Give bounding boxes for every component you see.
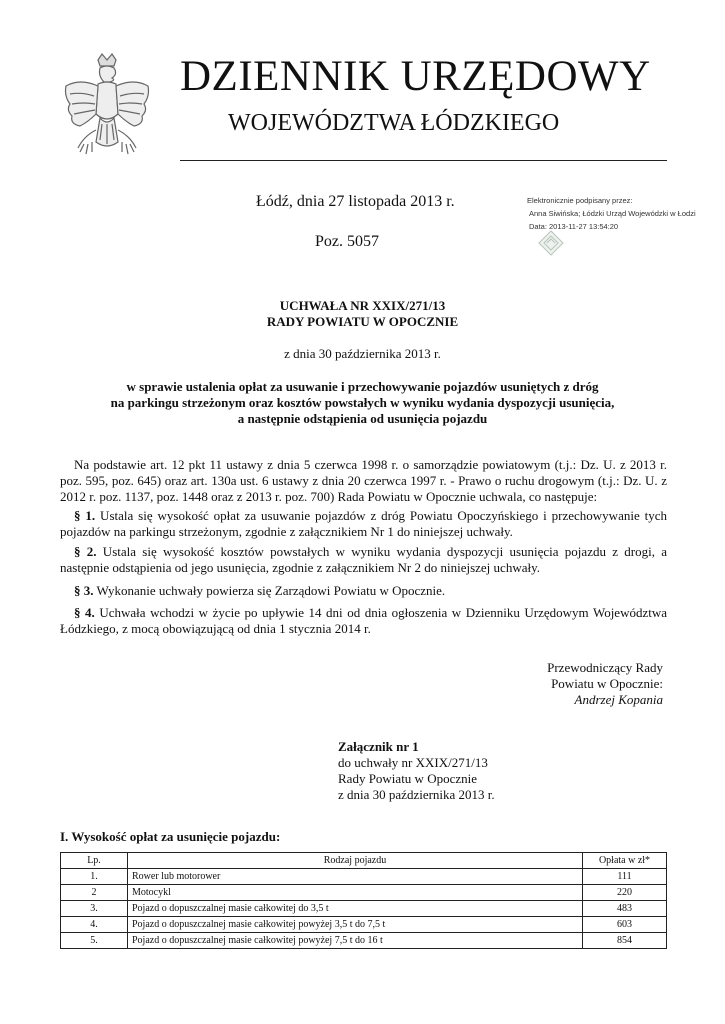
table-cell: 854 bbox=[583, 933, 667, 949]
table-cell: 1. bbox=[61, 869, 128, 885]
table-cell: 4. bbox=[61, 917, 128, 933]
table-cell: Pojazd o dopuszczalnej masie całkowitej do 3,5 t bbox=[128, 901, 583, 917]
legal-basis-paragraph: Na podstawie art. 12 pkt 11 ustawy z dnia 5 czerwca 1998 r. o samorządzie powiatowym (t.j.: Dz. U. z 2013 r. poz. 595, poz. 645) oraz art. 130a ust. 6 ustawy z dnia 20 czerwca 1997 r. - Prawo o ruchu drogowym (t.j.: Dz. U. z 2012 r. poz. 1137, poz. 1448 oraz z 2013 r. poz. 700) Rada Powiatu w Opocznie uchwala, co następuje: bbox=[60, 457, 667, 504]
table-row bbox=[61, 885, 667, 901]
signer-role: Przewodniczący Rady bbox=[547, 660, 663, 675]
annex-header bbox=[338, 739, 495, 803]
signature-signer: Anna Siwińska; Łódzki Urząd Wojewódzki w Łodzi bbox=[529, 209, 696, 218]
table-cell: 603 bbox=[583, 917, 667, 933]
signature-label: Elektronicznie podpisany przez: bbox=[527, 196, 633, 205]
resolution-title bbox=[0, 298, 725, 330]
signer-block bbox=[440, 660, 663, 708]
table-cell: Rower lub motorower bbox=[128, 869, 583, 885]
resolution-number: UCHWAŁA NR XXIX/271/13 bbox=[279, 298, 446, 313]
subject-line: w sprawie ustalenia opłat za usuwanie i przechowywanie pojazdów usuniętych z dróg bbox=[126, 379, 599, 394]
column-header: Rodzaj pojazdu bbox=[128, 853, 583, 869]
publication-date: Łódź, dnia 27 listopada 2013 r. bbox=[256, 193, 455, 210]
table-cell: 111 bbox=[583, 869, 667, 885]
table-cell: 2 bbox=[61, 885, 128, 901]
table-cell: Pojazd o dopuszczalnej masie całkowitej powyżej 3,5 t do 7,5 t bbox=[128, 917, 583, 933]
table-cell: 3. bbox=[61, 901, 128, 917]
annex-title: Załącznik nr 1 bbox=[338, 739, 419, 754]
table-cell: 483 bbox=[583, 901, 667, 917]
gazette-title: DZIENNIK URZĘDOWY bbox=[180, 53, 651, 100]
section-4-label: § 4. bbox=[74, 605, 95, 620]
annex-line: z dnia 30 października 2013 r. bbox=[338, 787, 495, 802]
column-header: Opłata w zł* bbox=[583, 853, 667, 869]
subject-line: na parkingu strzeżonym oraz kosztów powstałych w wyniku wydania dyspozycji usunięcia, bbox=[110, 395, 615, 410]
table-cell: Pojazd o dopuszczalnej masie całkowitej powyżej 7,5 t do 16 t bbox=[128, 933, 583, 949]
section-2-paragraph bbox=[60, 544, 667, 576]
table-cell: 220 bbox=[583, 885, 667, 901]
section-2-text: Ustala się wysokość kosztów powstałych w wyniku wydania dyspozycji usunięcia pojazdu z drogi, a następnie odstąpienia od jego usunięcia, zgodnie z załącznikiem Nr 2 do niniejszej uchwały. bbox=[60, 544, 668, 575]
resolution-date: z dnia 30 października 2013 r. bbox=[284, 346, 441, 361]
subject-line: a następnie odstąpienia od usunięcia pojazdu bbox=[237, 411, 488, 426]
section-1-label: § 1. bbox=[74, 508, 96, 523]
section-3-label: § 3. bbox=[74, 583, 94, 598]
section-3-paragraph bbox=[60, 583, 667, 599]
signer-role: Powiatu w Opocznie: bbox=[551, 676, 663, 691]
section-title: I. Wysokość opłat za usunięcie pojazdu: bbox=[60, 829, 281, 844]
table-header-row bbox=[61, 853, 667, 869]
eagle-emblem-icon bbox=[60, 52, 155, 170]
section-4-paragraph bbox=[60, 605, 667, 637]
column-header: Lp. bbox=[61, 853, 128, 869]
table-row bbox=[61, 917, 667, 933]
signature-seal-icon bbox=[537, 229, 565, 257]
electronic-signature bbox=[527, 196, 697, 258]
table-row bbox=[61, 869, 667, 885]
section-1-text: Ustala się wysokość opłat za usuwanie pojazdów z dróg Powiatu Opoczyńskiego i przechowywanie tych pojazdów na parkingu strzeżonym, zgodnie z załącznikiem Nr 1 do niniejszej uchwały. bbox=[60, 508, 667, 539]
position-number: Poz. 5057 bbox=[315, 233, 379, 250]
table-cell: 5. bbox=[61, 933, 128, 949]
section-2-label: § 2. bbox=[74, 544, 97, 559]
annex-line: do uchwały nr XXIX/271/13 bbox=[338, 755, 488, 770]
section-4-text: Uchwała wchodzi w życie po upływie 14 dni od dnia ogłoszenia w Dzienniku Urzędowym Województwa Łódzkiego, z mocą obowiązującą od dnia 1 stycznia 2014 r. bbox=[60, 605, 668, 636]
resolution-issuer: RADY POWIATU W OPOCZNIE bbox=[266, 314, 459, 329]
signature-date: Data: 2013-11-27 13:54:20 bbox=[529, 222, 619, 231]
section-1-paragraph bbox=[60, 508, 667, 540]
fee-table bbox=[60, 852, 667, 949]
header-divider bbox=[180, 160, 667, 161]
signer-name: Andrzej Kopania bbox=[574, 692, 663, 707]
resolution-subject bbox=[0, 379, 725, 427]
table-row bbox=[61, 933, 667, 949]
gazette-subtitle: WOJEWÓDZTWA ŁÓDZKIEGO bbox=[228, 110, 560, 136]
table-row bbox=[61, 901, 667, 917]
table-cell: Motocykl bbox=[128, 885, 583, 901]
annex-line: Rady Powiatu w Opocznie bbox=[338, 771, 478, 786]
section-3-text: Wykonanie uchwały powierza się Zarządowi Powiatu w Opocznie. bbox=[93, 583, 446, 598]
